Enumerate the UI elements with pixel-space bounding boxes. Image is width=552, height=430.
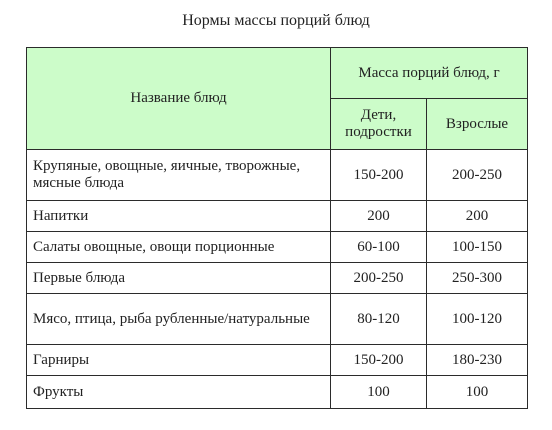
children-mass-cell: 150-200 <box>331 345 427 376</box>
dish-name-cell: Напитки <box>27 201 331 232</box>
table-row <box>27 376 528 409</box>
dish-name-cell: Салаты овощные, овощи порционные <box>27 232 331 263</box>
children-mass-cell: 150-200 <box>331 150 427 201</box>
adults-mass-cell: 100-150 <box>427 232 528 263</box>
adults-mass-cell: 200 <box>427 201 528 232</box>
portion-norms-table <box>26 47 528 409</box>
table-row <box>27 345 528 376</box>
adults-mass-cell: 250-300 <box>427 263 528 294</box>
header-portion-mass: Масса порций блюд, г <box>331 48 528 99</box>
table-title: Нормы массы порций блюд <box>182 12 370 29</box>
header-dish-name: Название блюд <box>27 48 331 150</box>
adults-mass-cell: 100 <box>427 376 528 409</box>
children-mass-cell: 100 <box>331 376 427 409</box>
children-mass-cell: 200 <box>331 201 427 232</box>
dish-name-cell: Первые блюда <box>27 263 331 294</box>
header-children: Дети, подростки <box>331 99 427 150</box>
dish-name-cell: Фрукты <box>27 376 331 409</box>
adults-mass-cell: 100-120 <box>427 294 528 345</box>
header-adults: Взрослые <box>427 99 528 150</box>
table-row <box>27 232 528 263</box>
dish-name-cell: Мясо, птица, рыба рубленные/натуральные <box>27 294 331 345</box>
children-mass-cell: 200-250 <box>331 263 427 294</box>
children-mass-cell: 80-120 <box>331 294 427 345</box>
table-row <box>27 263 528 294</box>
adults-mass-cell: 180-230 <box>427 345 528 376</box>
children-mass-cell: 60-100 <box>331 232 427 263</box>
dish-name-cell: Гарниры <box>27 345 331 376</box>
table-row <box>27 294 528 345</box>
header-row <box>27 48 528 99</box>
table-row <box>27 150 528 201</box>
adults-mass-cell: 200-250 <box>427 150 528 201</box>
table-row <box>27 201 528 232</box>
dish-name-cell: Крупяные, овощные, яичные, творожные, мясные блюда <box>27 150 331 201</box>
